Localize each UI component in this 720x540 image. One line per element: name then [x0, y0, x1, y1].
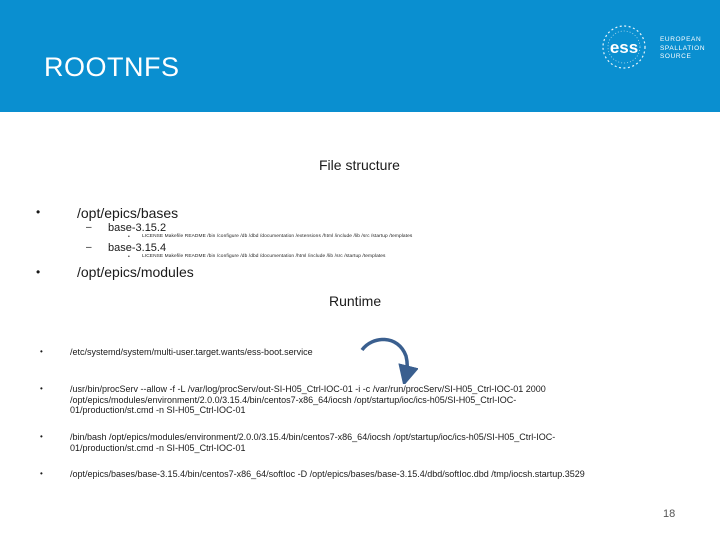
bullet: •	[40, 469, 43, 478]
file-structure-heading: File structure	[319, 157, 400, 173]
runtime-item-3: /bin/bash /opt/epics/modules/environment/2.0.0/3.15.4/bin/centos7-x86_64/iocsh /opt/startup/ioc/ics-h05/SI-H05_Ctrl-IOC- 01/production/st.cmd -n SI-H05_Ctrl-IOC-01	[70, 432, 556, 453]
slide-header	[0, 0, 720, 112]
slide-title: ROOTNFS	[44, 52, 180, 82]
base-3-15-2-contents: LICENSE Makefile README /bin /configure /db /dbd /documentation /extensions /html /include /lib /src /startup /templates	[142, 234, 413, 239]
base-3-15-4-label: base-3.15.4	[108, 242, 167, 254]
bullet: •	[40, 384, 43, 393]
runtime-item-2: /usr/bin/procServ --allow -f -L /var/log/procServ/out-SI-H05_Ctrl-IOC-01 -i -c /var/run/procServ/SI-H05_Ctrl-IOC-01 2000 /opt/epics/modules/environment/2.0.0/3.15.4/bin/centos7-x86_64/iocsh /opt/startup/ioc/ics-h05/SI-H05_Ctrl-IOC- 01/production/st.cmd -n SI-H05_Ctrl-IOC-01	[70, 384, 546, 415]
dash: –	[86, 222, 92, 233]
base-3-15-2-label: base-3.15.2	[108, 222, 167, 234]
runtime-item-1: /etc/systemd/system/multi-user.target.wants/ess-boot.service	[70, 347, 313, 357]
bullet: •	[40, 347, 43, 356]
ess-logo-mark-icon	[594, 22, 656, 72]
ess-logo	[594, 22, 714, 72]
ess-logo-text: EUROPEAN SPALLATION SOURCE	[660, 36, 706, 60]
bullet: •	[36, 205, 41, 219]
dash: –	[86, 242, 92, 253]
modules-path: /opt/epics/modules	[77, 264, 194, 280]
bullet: •	[36, 265, 41, 279]
base-3-15-4-contents: LICENSE Makefile README /bin /configure /db /dbd /documentation /html /include /lib /src /startup /templates	[142, 254, 386, 259]
bases-path: /opt/epics/bases	[77, 205, 179, 221]
bullet: •	[128, 234, 130, 240]
svg-text:ess: ess	[609, 38, 639, 57]
bullet: •	[128, 254, 130, 260]
page-number: 18	[663, 508, 676, 520]
runtime-item-4: /opt/epics/bases/base-3.15.4/bin/centos7-x86_64/softIoc -D /opt/epics/bases/base-3.15.4/dbd/softIoc.dbd /tmp/iocsh.startup.3529	[70, 469, 585, 479]
curved-arrow-icon	[358, 334, 418, 384]
runtime-heading: Runtime	[329, 293, 382, 309]
bullet: •	[40, 432, 43, 441]
